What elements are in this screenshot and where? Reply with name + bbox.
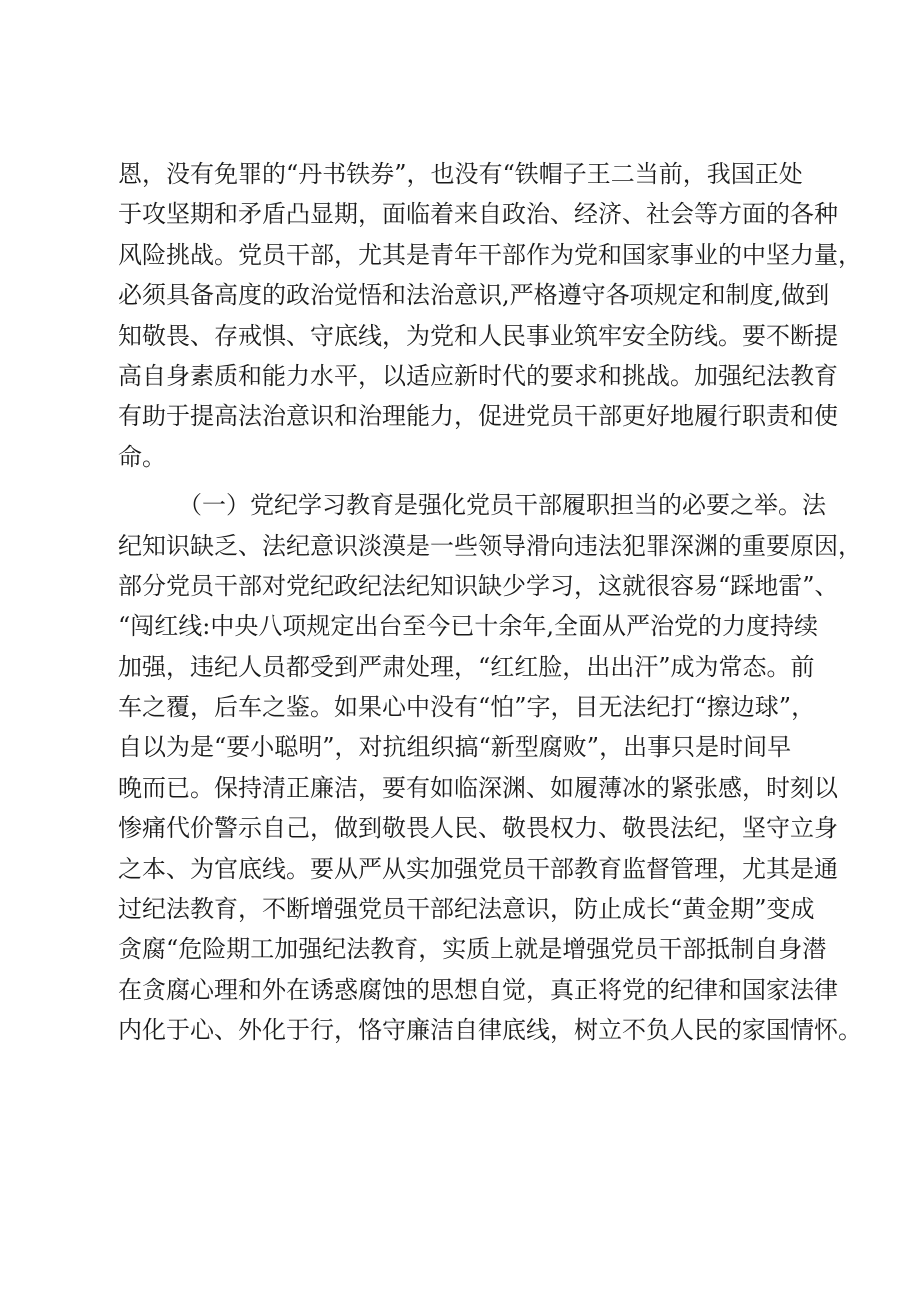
text-line: “闯红线:中央八项规定出台至今已十余年,全面从严治党的力度持续 bbox=[118, 612, 818, 641]
text-line: 风险挑战。党员干部，尤其是青年干部作为党和国家事业的中坚力量， bbox=[118, 240, 862, 269]
text-line: 有助于提高法治意识和治理能力，促进党员干部更好地履行职责和使 bbox=[118, 402, 838, 431]
paragraph-2 bbox=[118, 485, 862, 1050]
text-line: 必须具备高度的政治觉悟和法治意识,严格遵守各项规定和制度,做到 bbox=[118, 281, 830, 310]
text-line: 过纪法教育，不断增强党员干部纪法意识，防止成长“黄金期”变成 bbox=[118, 895, 815, 924]
text-line: 之本、为官底线。要从严从实加强党员干部教育监督管理，尤其是通 bbox=[118, 854, 838, 883]
text-line: 贪腐“危险期工加强纪法教育，实质上就是增强党员干部抵制自身潜 bbox=[118, 935, 827, 964]
paragraph-1 bbox=[118, 154, 862, 477]
text-line: 高自身素质和能力水平，以适应新时代的要求和挑战。加强纪法教育 bbox=[118, 361, 838, 390]
text-line: 自以为是“要小聪明”，对抗组织搞“新型腐败”，出事只是时间早 bbox=[118, 733, 792, 762]
document-body bbox=[118, 154, 862, 1051]
text-line: 内化于心、外化于行，恪守廉洁自律底线，树立不负人民的家国情怀。 bbox=[118, 1016, 862, 1045]
text-line: 在贪腐心理和外在诱惑腐蚀的思想自觉，真正将党的纪律和国家法律 bbox=[118, 975, 838, 1004]
text-line: 车之覆，后车之鉴。如果心中没有“怕”字，目无法纪打“擦边球”， bbox=[118, 693, 816, 722]
text-line: 于攻坚期和矛盾凸显期，面临着来自政治、经济、社会等方面的各种 bbox=[118, 200, 838, 229]
text-line: 纪知识缺乏、法纪意识淡漠是一些领导滑向违法犯罪深渊的重要原因， bbox=[118, 531, 862, 560]
text-line: 加强，违纪人员都受到严肃处理，“红红脸，出出汗”成为常态。前 bbox=[118, 652, 815, 681]
text-line: 晚而已。保持清正廉洁，要有如临深渊、如履薄冰的紧张感，时刻以 bbox=[118, 773, 838, 802]
text-line: 部分党员干部对党纪政纪法纪知识缺少学习，这就很容易“踩地雷”、 bbox=[118, 571, 839, 600]
text-line: 命。 bbox=[118, 442, 166, 471]
section-heading-line: （一）党纪学习教育是强化党员干部履职担当的必要之举。法 bbox=[178, 491, 826, 520]
text-line: 恩，没有免罪的“丹书铁券”，也没有“铁帽子王二当前，我国正处 bbox=[118, 160, 803, 188]
text-line: 知敬畏、存戒惧、守底线，为党和人民事业筑牢安全防线。要不断提 bbox=[118, 321, 838, 350]
text-line: 惨痛代价警示自己，做到敬畏人民、敬畏权力、敬畏法纪，坚守立身 bbox=[118, 814, 838, 843]
